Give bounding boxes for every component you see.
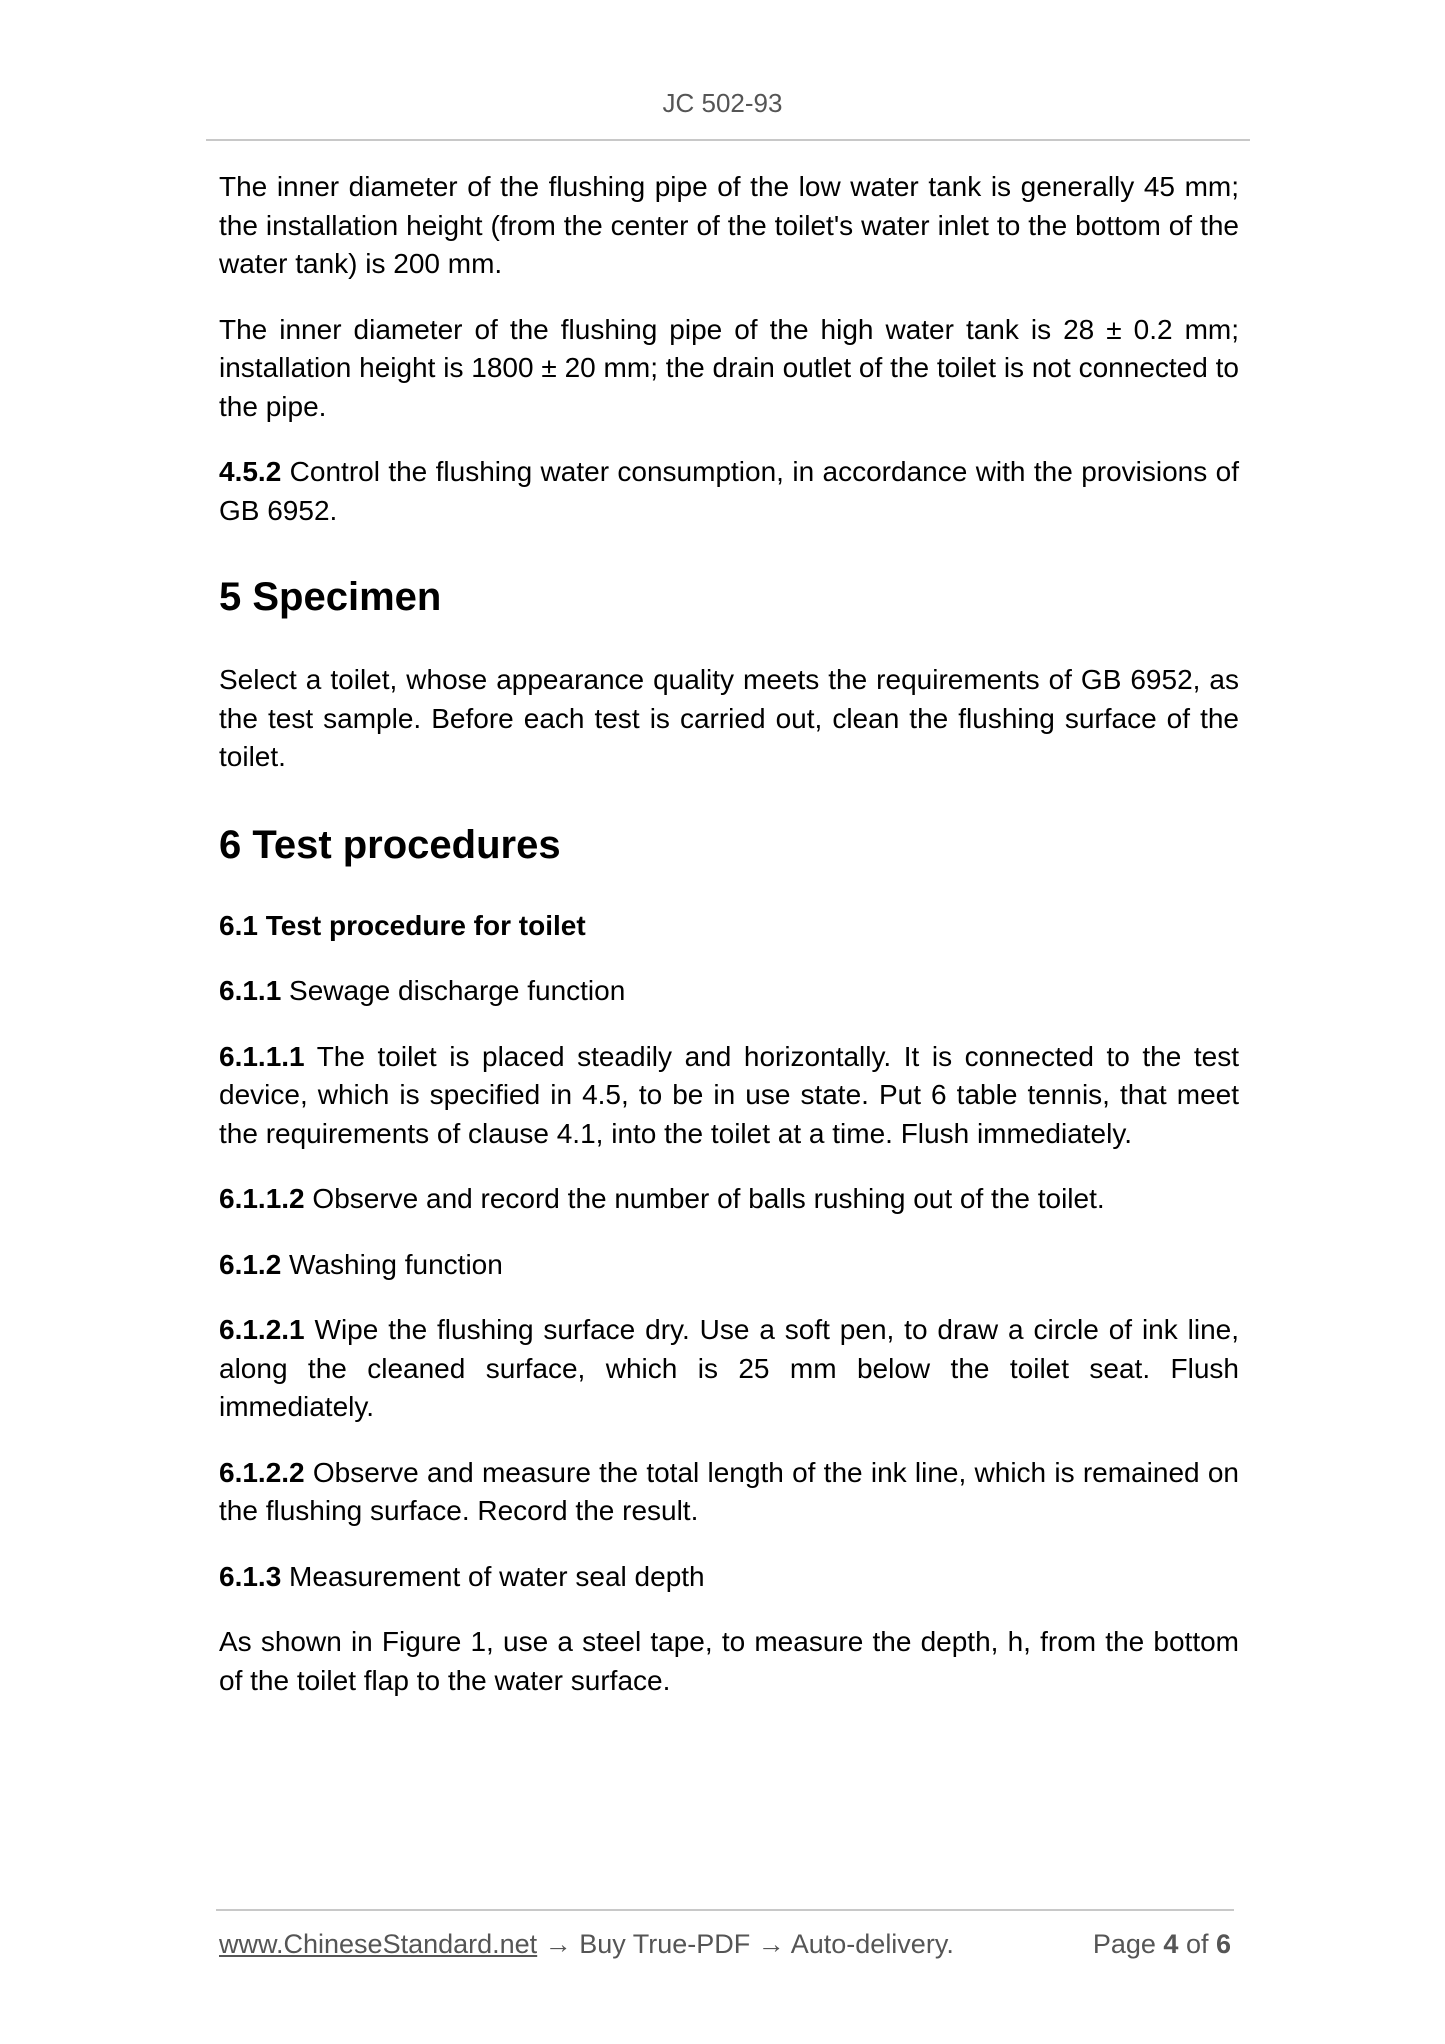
page-indicator	[1093, 1929, 1231, 1960]
page-number: 4	[1163, 1929, 1179, 1959]
clause-6-1-2-1	[219, 1311, 1239, 1427]
clause-number: 6.1.1.1	[219, 1040, 305, 1072]
clause-number: 4.5.2	[219, 456, 282, 487]
clause-text: Wipe the flushing surface dry. Use a soft pen, to draw a circle of ink line, along the cleaned surface, which is 25 mm below the toilet seat. Flush immediately.	[219, 1314, 1239, 1422]
page-label: Page	[1092, 1929, 1164, 1959]
website-link[interactable]: www.ChineseStandard.net	[219, 1929, 538, 1959]
clause-text: Sewage discharge function	[281, 975, 626, 1006]
clause-text: Observe and measure the total length of the ink line, which is remained on the flushing surface. Record the result.	[219, 1456, 1239, 1526]
clause-number: 6.1.2.1	[219, 1314, 305, 1345]
paragraph-low-tank: The inner diameter of the flushing pipe of the low water tank is generally 45 mm; the installation height (from the center of the toilet's water inlet to the bottom of the water tank) is 200 mm.	[219, 171, 1239, 279]
footer-divider	[216, 1909, 1234, 1911]
clause-text: Washing function	[281, 1248, 503, 1280]
clause-text: Control the flushing water consumption, in accordance with the provisions of GB 6952.	[219, 456, 1239, 526]
clause-6-1-3	[219, 1558, 1239, 1597]
section-5-heading: 5 Specimen	[219, 575, 442, 619]
clause-number: 6.1.1.2	[219, 1183, 305, 1214]
clause-number: 6.1.2.2	[219, 1456, 305, 1488]
footer-promo	[219, 1929, 954, 1960]
paragraph-high-tank: The inner diameter of the flushing pipe of the high water tank is 28 ± 0.2 mm; installation height is 1800 ± 20 mm; the drain outlet of the toilet is not connected to the pipe.	[219, 313, 1239, 422]
document-header: JC 502-93	[662, 88, 783, 118]
clause-text: Measurement of water seal depth	[281, 1560, 705, 1592]
header-divider	[206, 139, 1250, 141]
clause-6-1-1-2	[219, 1180, 1239, 1219]
clause-text: Observe and record the number of balls rushing out of the toilet.	[304, 1183, 1105, 1214]
page-total: 6	[1215, 1929, 1231, 1959]
clause-number: 6.1.3	[219, 1560, 282, 1592]
clause-6-1-1	[219, 972, 1239, 1011]
clause-number: 6.1.2	[219, 1248, 282, 1280]
subsection-6-1-heading: 6.1 Test procedure for toilet	[219, 909, 586, 941]
clause-6-1-1-1	[219, 1038, 1239, 1154]
clause-6-1-3-body: As shown in Figure 1, use a steel tape, to measure the depth, h, from the bottom of the toilet flap to the water surface.	[219, 1626, 1239, 1696]
section-6-heading: 6 Test procedures	[219, 822, 561, 867]
clause-text: The toilet is placed steadily and horizontally. It is connected to the test device, which is specified in 4.5, to be in use state. Put 6 table tennis, that meet the requirements of clause 4.1, into the toilet at a time. Flush immediately.	[219, 1040, 1239, 1149]
clause-6-1-2-2	[219, 1454, 1239, 1531]
page-footer	[219, 1929, 1231, 1960]
clause-4-5-2	[219, 453, 1239, 530]
clause-6-1-2	[219, 1246, 1239, 1285]
of-label: of	[1178, 1929, 1216, 1959]
section-5-body: Select a toilet, whose appearance quality meets the requirements of GB 6952, as the test sample. Before each test is carried out, clean the flushing surface of the toilet.	[219, 664, 1239, 772]
footer-tagline: → Buy True-PDF → Auto-delivery.	[537, 1929, 954, 1959]
clause-number: 6.1.1	[219, 975, 282, 1006]
page-content	[219, 168, 1239, 1700]
